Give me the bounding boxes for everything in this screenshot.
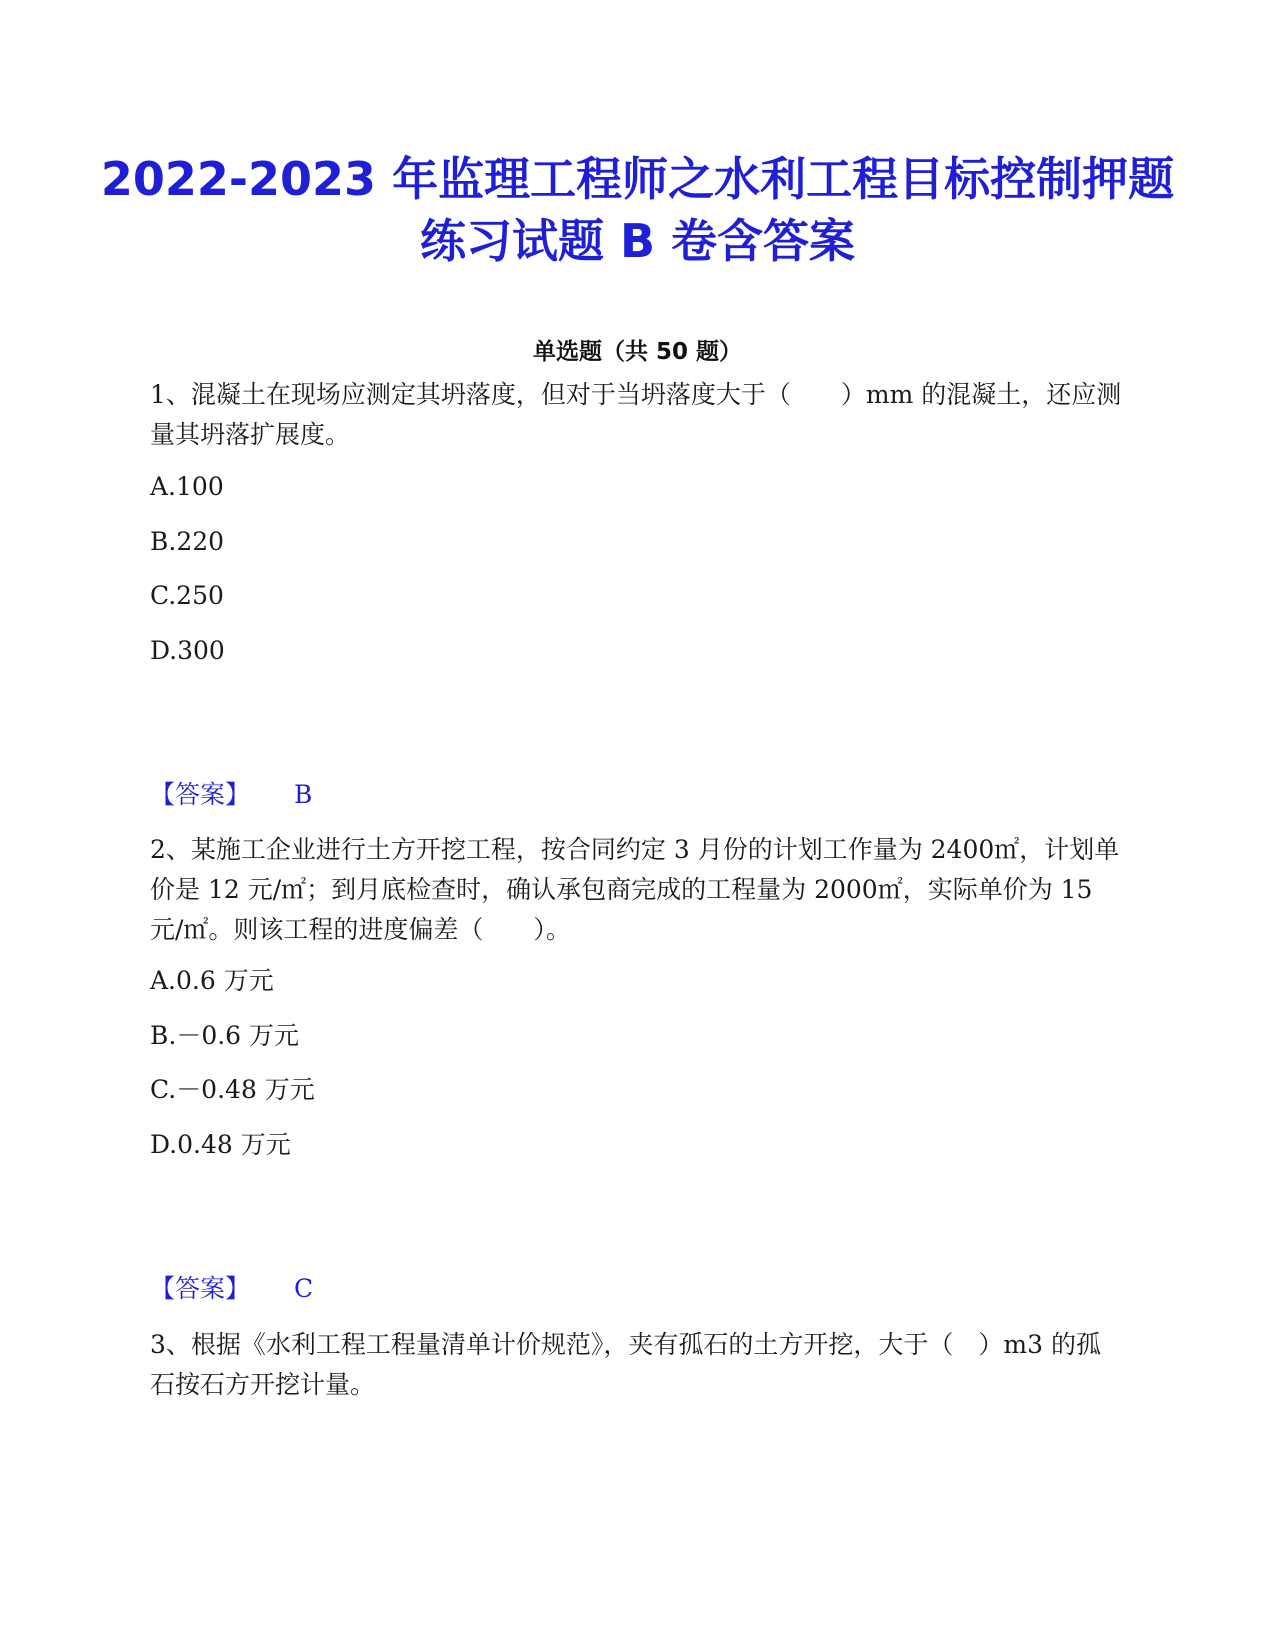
question-3-stem: 3、根据《水利工程工程量清单计价规范》，夹有孤石的土方开挖，大于（ ）m3 的孤石按石方开挖计量。 bbox=[150, 1330, 1101, 1399]
document-title: 2022-2023 年监理工程师之水利工程目标控制押题练习试题 B 卷含答案 bbox=[100, 152, 1175, 268]
question-1-option-b: B.220 bbox=[150, 527, 225, 556]
question-1-option-d: D.300 bbox=[150, 636, 225, 665]
question-1-stem: 1、混凝土在现场应测定其坍落度，但对于当坍落度大于（ ）mm 的混凝土，还应测量其坍落扩展度。 bbox=[150, 380, 1122, 449]
answer-label: 【答案】 bbox=[150, 780, 251, 809]
question-2-stem: 2、某施工企业进行土方开挖工程，按合同约定 3 月份的计划工作量为 2400㎡，计划单价是 12 元/㎡；到月底检查时，确认承包商完成的工程量为 2000㎡，实际单价为 15 元/㎡。则该工程的进度偏差（ ）。 bbox=[150, 835, 1120, 944]
question-2-option-c: C.－0.48 万元 bbox=[150, 1075, 315, 1104]
question-1-option-a: A.100 bbox=[150, 472, 224, 501]
answer-value: B bbox=[294, 780, 313, 809]
question-1-answer bbox=[150, 779, 312, 811]
answer-value: C bbox=[294, 1274, 314, 1303]
question-2-answer bbox=[150, 1273, 313, 1305]
answer-label: 【答案】 bbox=[150, 1274, 251, 1303]
question-2-option-a: A.0.6 万元 bbox=[150, 966, 274, 995]
question-2-option-d: D.0.48 万元 bbox=[150, 1130, 291, 1159]
question-1-option-c: C.250 bbox=[150, 581, 224, 610]
question-2-option-b: B.－0.6 万元 bbox=[150, 1021, 300, 1050]
section-heading: 单选题（共 50 题） bbox=[532, 339, 743, 365]
